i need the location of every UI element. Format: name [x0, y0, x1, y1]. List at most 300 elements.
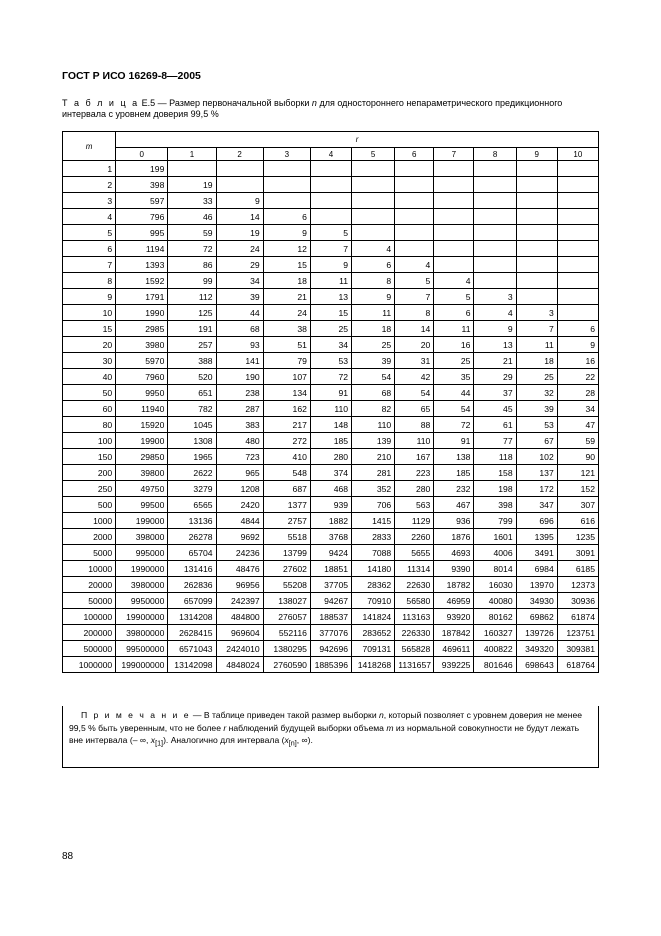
- sample-size-cell: 185: [434, 465, 474, 481]
- table-row: [63, 609, 599, 625]
- sample-size-cell: [557, 241, 598, 257]
- sample-size-cell: 54: [434, 401, 474, 417]
- sample-size-cell: 565828: [395, 641, 434, 657]
- sample-size-cell: 28: [557, 385, 598, 401]
- sample-size-cell: 18851: [310, 561, 351, 577]
- m-value-cell: 10: [63, 305, 116, 321]
- sample-size-cell: 9: [557, 337, 598, 353]
- sample-size-cell: 40080: [474, 593, 516, 609]
- sample-size-cell: [474, 209, 516, 225]
- sample-size-cell: 1131657: [395, 657, 434, 673]
- sample-size-cell: 1882: [310, 513, 351, 529]
- sample-size-cell: 563: [395, 497, 434, 513]
- sample-size-cell: 223: [395, 465, 434, 481]
- sample-size-cell: [474, 241, 516, 257]
- sample-size-cell: 272: [263, 433, 310, 449]
- sample-size-cell: 280: [395, 481, 434, 497]
- sample-size-cell: 102: [516, 449, 557, 465]
- sample-size-cell: 55208: [263, 577, 310, 593]
- sample-size-cell: 24: [216, 241, 263, 257]
- sample-size-cell: [434, 177, 474, 193]
- sample-size-cell: 141: [216, 353, 263, 369]
- sample-size-cell: 77: [474, 433, 516, 449]
- sample-size-cell: [516, 161, 557, 177]
- sample-size-cell: 6: [557, 321, 598, 337]
- sample-size-cell: 44: [434, 385, 474, 401]
- sample-size-cell: 148: [310, 417, 351, 433]
- sample-size-cell: 4693: [434, 545, 474, 561]
- sample-size-cell: 995: [116, 225, 168, 241]
- sample-size-cell: 141824: [352, 609, 395, 625]
- sample-size-cell: 22: [557, 369, 598, 385]
- sample-size-cell: 16: [557, 353, 598, 369]
- m-value-cell: 80: [63, 417, 116, 433]
- sample-size-cell: 80162: [474, 609, 516, 625]
- sample-size-cell: 398000: [116, 529, 168, 545]
- sample-size-cell: 2424010: [216, 641, 263, 657]
- sample-size-cell: 616: [557, 513, 598, 529]
- r-header: r: [116, 132, 599, 148]
- sample-size-cell: 93920: [434, 609, 474, 625]
- m-value-cell: 40: [63, 369, 116, 385]
- table-row: [63, 561, 599, 577]
- sample-size-cell: [395, 193, 434, 209]
- m-value-cell: 150: [63, 449, 116, 465]
- sample-size-cell: 18: [516, 353, 557, 369]
- sample-size-cell: 1380295: [263, 641, 310, 657]
- sample-size-cell: 18782: [434, 577, 474, 593]
- note-sub: [1]: [155, 739, 164, 748]
- sample-size-cell: 374: [310, 465, 351, 481]
- sample-size-cell: 4848024: [216, 657, 263, 673]
- sample-size-cell: 6: [263, 209, 310, 225]
- sample-size-cell: 19900000: [116, 609, 168, 625]
- m-value-cell: 100000: [63, 609, 116, 625]
- table-row: [63, 353, 599, 369]
- table-row: [63, 625, 599, 641]
- sample-size-cell: 5: [395, 273, 434, 289]
- sample-size-cell: [352, 225, 395, 241]
- sample-size-cell: 657099: [168, 593, 216, 609]
- sample-size-cell: 65704: [168, 545, 216, 561]
- sample-size-cell: 138027: [263, 593, 310, 609]
- sample-size-cell: 44: [216, 305, 263, 321]
- table-row: [63, 593, 599, 609]
- r-value-header: 2: [216, 148, 263, 161]
- table-row: [63, 545, 599, 561]
- sample-size-cell: 651: [168, 385, 216, 401]
- sample-size-cell: 709131: [352, 641, 395, 657]
- sample-size-cell: 99500000: [116, 641, 168, 657]
- sample-size-cell: 139726: [516, 625, 557, 641]
- sample-size-cell: [474, 177, 516, 193]
- table-row: [63, 305, 599, 321]
- sample-size-cell: 82: [352, 401, 395, 417]
- sample-size-cell: 191: [168, 321, 216, 337]
- sample-size-cell: 2760590: [263, 657, 310, 673]
- sample-size-cell: 6984: [516, 561, 557, 577]
- sample-size-cell: 54: [352, 369, 395, 385]
- sample-size-cell: 1308: [168, 433, 216, 449]
- sample-size-cell: 99500: [116, 497, 168, 513]
- sample-size-cell: 352: [352, 481, 395, 497]
- sample-size-cell: 91: [434, 433, 474, 449]
- sample-size-cell: [516, 289, 557, 305]
- note-var-x: x: [284, 735, 289, 745]
- sample-size-cell: 2757: [263, 513, 310, 529]
- m-value-cell: 20000: [63, 577, 116, 593]
- sample-size-cell: 9: [216, 193, 263, 209]
- sample-size-cell: [434, 209, 474, 225]
- sample-size-cell: 1314208: [168, 609, 216, 625]
- sample-size-cell: [557, 177, 598, 193]
- m-value-cell: 3: [63, 193, 116, 209]
- sample-size-cell: 469611: [434, 641, 474, 657]
- note-var-r: r: [223, 722, 227, 733]
- sample-size-cell: 162: [263, 401, 310, 417]
- sample-size-cell: 59: [168, 225, 216, 241]
- sample-size-cell: 88: [395, 417, 434, 433]
- note-text: ). Аналогично для интервала (: [163, 735, 285, 745]
- sample-size-cell: 131416: [168, 561, 216, 577]
- sample-size-cell: 39800000: [116, 625, 168, 641]
- table-row: [63, 225, 599, 241]
- sample-size-cell: 107: [263, 369, 310, 385]
- sample-size-cell: 1208: [216, 481, 263, 497]
- sample-size-cell: 6: [352, 257, 395, 273]
- sample-size-cell: 190: [216, 369, 263, 385]
- sample-size-cell: 1418268: [352, 657, 395, 673]
- sample-size-cell: 121: [557, 465, 598, 481]
- sample-size-cell: [310, 161, 351, 177]
- sample-size-cell: 1965: [168, 449, 216, 465]
- m-value-cell: 9: [63, 289, 116, 305]
- sample-size-cell: 38: [263, 321, 310, 337]
- sample-size-cell: [516, 209, 557, 225]
- table-row: [63, 497, 599, 513]
- sample-size-cell: 5518: [263, 529, 310, 545]
- sample-size-cell: 7960: [116, 369, 168, 385]
- sample-size-cell: [395, 209, 434, 225]
- sample-size-cell: [557, 305, 598, 321]
- sample-size-cell: 46959: [434, 593, 474, 609]
- caption-n: n: [311, 98, 317, 108]
- r-value-header: 4: [310, 148, 351, 161]
- sample-size-cell: 9692: [216, 529, 263, 545]
- m-value-cell: 100: [63, 433, 116, 449]
- sample-size-cell: 110: [352, 417, 395, 433]
- sample-size-cell: 13: [474, 337, 516, 353]
- sample-size-cell: [516, 225, 557, 241]
- sample-size-cell: [352, 209, 395, 225]
- sample-size-cell: [263, 177, 310, 193]
- sample-size-cell: [474, 225, 516, 241]
- sample-size-cell: 4: [352, 241, 395, 257]
- sample-size-cell: 13799: [263, 545, 310, 561]
- sample-size-cell: 90: [557, 449, 598, 465]
- r-value-header: 5: [352, 148, 395, 161]
- sample-size-cell: 49750: [116, 481, 168, 497]
- sample-size-cell: 123751: [557, 625, 598, 641]
- sample-size-cell: 6571043: [168, 641, 216, 657]
- sample-size-cell: 15: [263, 257, 310, 273]
- note-var-x: x: [150, 735, 156, 745]
- sample-size-cell: 86: [168, 257, 216, 273]
- sample-size-cell: 4006: [474, 545, 516, 561]
- sample-size-cell: 61874: [557, 609, 598, 625]
- sample-size-cell: 16: [434, 337, 474, 353]
- sample-size-cell: 4844: [216, 513, 263, 529]
- sample-size-cell: 1791: [116, 289, 168, 305]
- sample-size-cell: 24236: [216, 545, 263, 561]
- note-label: П р и м е ч а н и е: [80, 710, 191, 720]
- sample-size-cell: 1235: [557, 529, 598, 545]
- sample-size-cell: 29: [474, 369, 516, 385]
- sample-size-cell: 199: [116, 161, 168, 177]
- sample-size-cell: [310, 209, 351, 225]
- sample-size-cell: 65: [395, 401, 434, 417]
- sample-size-cell: 48476: [216, 561, 263, 577]
- sample-size-cell: 347: [516, 497, 557, 513]
- sample-size-cell: 484800: [216, 609, 263, 625]
- sample-size-cell: 6: [434, 305, 474, 321]
- m-header: m: [63, 132, 116, 161]
- sample-size-cell: 19: [168, 177, 216, 193]
- sample-size-cell: 936: [434, 513, 474, 529]
- sample-size-cell: 22630: [395, 577, 434, 593]
- sample-size-cell: 782: [168, 401, 216, 417]
- sample-size-cell: 1393: [116, 257, 168, 273]
- sample-size-cell: 7: [395, 289, 434, 305]
- sample-size-cell: 965: [216, 465, 263, 481]
- sample-size-cell: 210: [352, 449, 395, 465]
- sample-size-cell: 32: [516, 385, 557, 401]
- m-value-cell: 2: [63, 177, 116, 193]
- sample-size-cell: 995000: [116, 545, 168, 561]
- r-value-header: 9: [516, 148, 557, 161]
- m-value-cell: 60: [63, 401, 116, 417]
- sample-size-cell: 99: [168, 273, 216, 289]
- sample-size-cell: 696: [516, 513, 557, 529]
- sample-size-cell: [434, 193, 474, 209]
- sample-size-cell: 11: [310, 273, 351, 289]
- sample-size-cell: 54: [395, 385, 434, 401]
- sample-size-cell: 1415: [352, 513, 395, 529]
- table-row: [63, 161, 599, 177]
- sample-size-cell: 42: [395, 369, 434, 385]
- sample-size-cell: 2420: [216, 497, 263, 513]
- sample-size-cell: [310, 177, 351, 193]
- m-value-cell: 50: [63, 385, 116, 401]
- table-row: [63, 401, 599, 417]
- sample-size-cell: 198: [474, 481, 516, 497]
- sample-size-cell: 39: [352, 353, 395, 369]
- m-value-cell: 20: [63, 337, 116, 353]
- sample-size-cell: 167: [395, 449, 434, 465]
- sample-size-cell: 1885396: [310, 657, 351, 673]
- m-value-cell: 50000: [63, 593, 116, 609]
- sample-size-cell: 8: [395, 305, 434, 321]
- sample-size-cell: 39: [216, 289, 263, 305]
- sample-size-cell: 29: [216, 257, 263, 273]
- table-row: [63, 177, 599, 193]
- sample-size-cell: 26278: [168, 529, 216, 545]
- document-header: ГОСТ Р ИСО 16269-8—2005: [62, 70, 201, 82]
- sample-size-cell: 21: [263, 289, 310, 305]
- sample-size-cell: 13142098: [168, 657, 216, 673]
- sample-size-cell: 152: [557, 481, 598, 497]
- sample-size-cell: 307: [557, 497, 598, 513]
- sample-size-cell: 37705: [310, 577, 351, 593]
- sample-size-cell: [395, 225, 434, 241]
- caption-label: Т а б л и ц а: [62, 98, 140, 108]
- note-var-m: m: [386, 722, 394, 733]
- sample-size-cell: 11314: [395, 561, 434, 577]
- sample-size-cell: 12: [263, 241, 310, 257]
- sample-size-cell: 34: [557, 401, 598, 417]
- sample-size-cell: 217: [263, 417, 310, 433]
- sample-size-cell: 2260: [395, 529, 434, 545]
- sample-size-cell: 20: [395, 337, 434, 353]
- sample-size-cell: 9424: [310, 545, 351, 561]
- sample-size-cell: 6185: [557, 561, 598, 577]
- sample-size-cell: 72: [168, 241, 216, 257]
- sample-size-cell: 552116: [263, 625, 310, 641]
- sample-size-cell: [352, 177, 395, 193]
- table-row: [63, 513, 599, 529]
- sample-size-cell: 799: [474, 513, 516, 529]
- sample-size-cell: 34930: [516, 593, 557, 609]
- table-row: [63, 529, 599, 545]
- sample-size-cell: 158: [474, 465, 516, 481]
- sample-size-cell: 7088: [352, 545, 395, 561]
- sample-size-cell: 257: [168, 337, 216, 353]
- sample-size-cell: 1129: [395, 513, 434, 529]
- m-value-cell: 10000: [63, 561, 116, 577]
- sample-size-cell: 1601: [474, 529, 516, 545]
- sample-size-cell: 13: [310, 289, 351, 305]
- table-row: [63, 433, 599, 449]
- sample-size-cell: 137: [516, 465, 557, 481]
- sample-size-cell: 15920: [116, 417, 168, 433]
- sample-size-cell: 1194: [116, 241, 168, 257]
- sample-size-cell: [557, 209, 598, 225]
- sample-size-cell: 72: [434, 417, 474, 433]
- sample-size-cell: 29850: [116, 449, 168, 465]
- sample-size-cell: 280: [310, 449, 351, 465]
- sample-size-cell: 14: [216, 209, 263, 225]
- sample-size-cell: 19: [216, 225, 263, 241]
- sample-size-cell: 226330: [395, 625, 434, 641]
- sample-size-cell: 383: [216, 417, 263, 433]
- sample-size-cell: 723: [216, 449, 263, 465]
- sample-size-cell: 939225: [434, 657, 474, 673]
- sample-size-cell: 706: [352, 497, 395, 513]
- sample-size-cell: 281: [352, 465, 395, 481]
- sample-size-cell: [557, 257, 598, 273]
- sample-size-cell: 5970: [116, 353, 168, 369]
- sample-size-cell: 72: [310, 369, 351, 385]
- sample-size-cell: [557, 161, 598, 177]
- sample-size-cell: 400822: [474, 641, 516, 657]
- sample-size-cell: 4: [474, 305, 516, 321]
- page-number: 88: [62, 851, 74, 862]
- table-row: [63, 289, 599, 305]
- sample-size-cell: 138: [434, 449, 474, 465]
- sample-size-cell: 5655: [395, 545, 434, 561]
- sample-size-cell: 276057: [263, 609, 310, 625]
- m-value-cell: 30: [63, 353, 116, 369]
- note-text: наблюдений будущей выборки объема: [226, 722, 387, 733]
- sample-size-cell: 410: [263, 449, 310, 465]
- caption-text-pre: Е.5 — Размер первоначальной выборки: [139, 98, 312, 108]
- sample-size-cell: 69862: [516, 609, 557, 625]
- sample-size-cell: 25: [352, 337, 395, 353]
- sample-size-cell: 67: [516, 433, 557, 449]
- sample-size-cell: [516, 257, 557, 273]
- sample-size-cell: 39800: [116, 465, 168, 481]
- table-row: [63, 385, 599, 401]
- sample-size-cell: 1990000: [116, 561, 168, 577]
- sample-size-cell: 172: [516, 481, 557, 497]
- m-value-cell: 6: [63, 241, 116, 257]
- sample-size-cell: 118: [474, 449, 516, 465]
- m-value-cell: 2000: [63, 529, 116, 545]
- sample-size-cell: 94267: [310, 593, 351, 609]
- sample-size-cell: 110: [395, 433, 434, 449]
- sample-size-cell: [516, 241, 557, 257]
- sample-size-cell: 5: [434, 289, 474, 305]
- sample-size-cell: 238: [216, 385, 263, 401]
- note-sub: [n]: [288, 739, 297, 748]
- sample-size-cell: 9950: [116, 385, 168, 401]
- sample-size-cell: 687: [263, 481, 310, 497]
- sample-size-cell: [557, 225, 598, 241]
- m-value-cell: 1: [63, 161, 116, 177]
- table-row: [63, 321, 599, 337]
- sample-size-cell: 25: [516, 369, 557, 385]
- sample-size-cell: 33: [168, 193, 216, 209]
- sample-size-cell: 398: [474, 497, 516, 513]
- sample-size-cell: 125: [168, 305, 216, 321]
- sample-size-cell: 377076: [310, 625, 351, 641]
- table-row: [63, 657, 599, 673]
- sample-size-cell: 11: [352, 305, 395, 321]
- table-note: [62, 706, 599, 768]
- r-value-header: 1: [168, 148, 216, 161]
- table-row: [63, 273, 599, 289]
- sample-size-cell: [434, 161, 474, 177]
- sample-size-cell: 1377: [263, 497, 310, 513]
- sample-size-cell: 25: [310, 321, 351, 337]
- sample-size-cell: 2833: [352, 529, 395, 545]
- sample-size-cell: 31: [395, 353, 434, 369]
- sample-size-cell: 21: [474, 353, 516, 369]
- sample-size-cell: 3279: [168, 481, 216, 497]
- sample-size-cell: 287: [216, 401, 263, 417]
- sample-size-cell: [310, 193, 351, 209]
- table-body: [63, 161, 599, 673]
- sample-size-cell: 14180: [352, 561, 395, 577]
- sample-size-cell: 11: [434, 321, 474, 337]
- sample-size-cell: 96956: [216, 577, 263, 593]
- sample-size-cell: [474, 161, 516, 177]
- sample-size-cell: 30936: [557, 593, 598, 609]
- table-row: [63, 193, 599, 209]
- sample-size-cell: 91: [310, 385, 351, 401]
- sample-size-cell: [516, 177, 557, 193]
- sample-size-cell: 15: [310, 305, 351, 321]
